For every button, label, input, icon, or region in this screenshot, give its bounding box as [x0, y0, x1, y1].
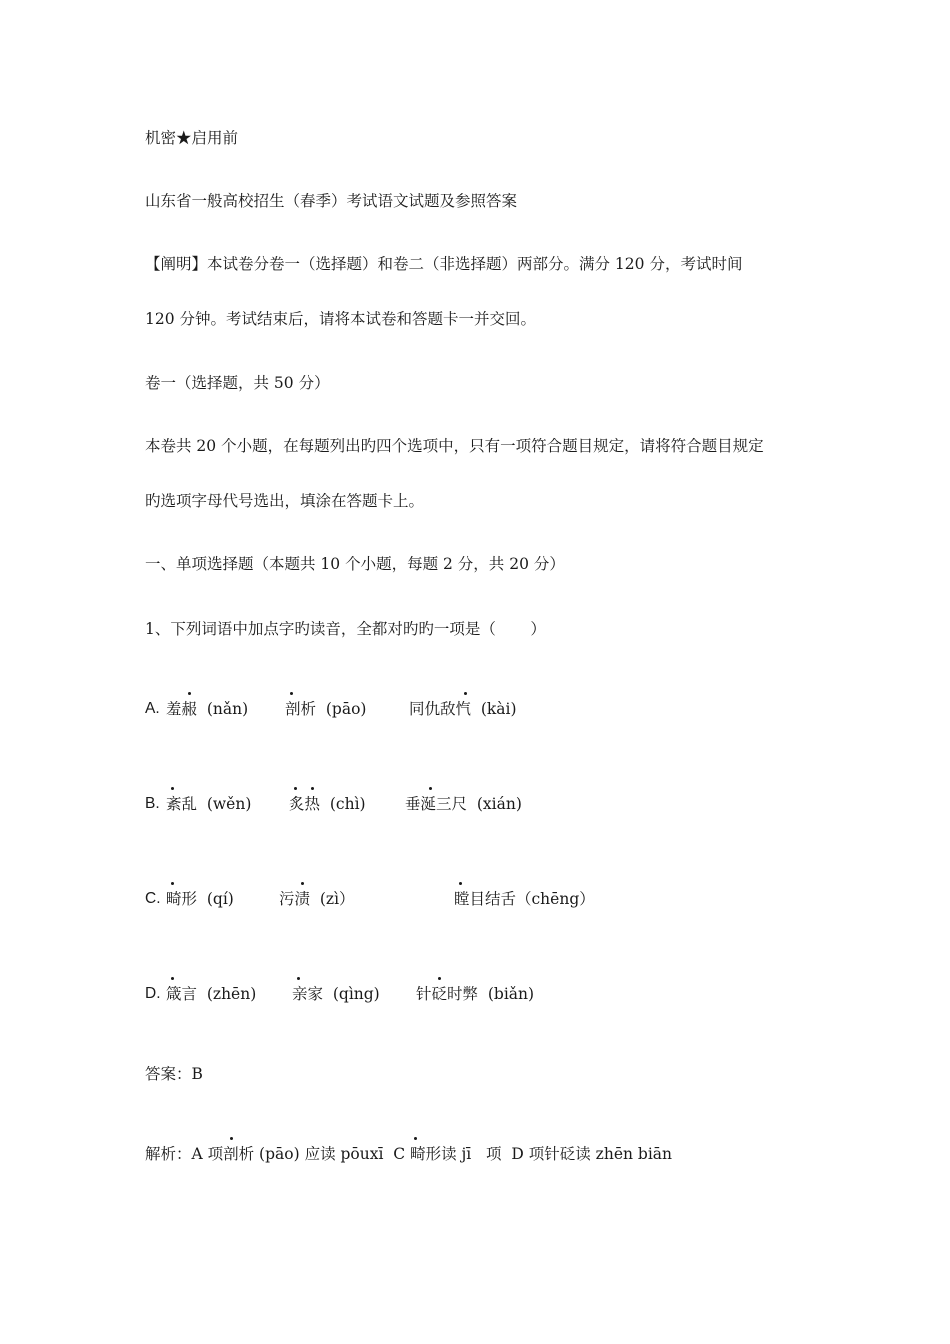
- secret-label: 机密★启用前: [145, 129, 239, 147]
- option-item: 畸形 (qí): [166, 890, 234, 908]
- option-item: 羞赧 (nǎn): [166, 700, 249, 718]
- notice-line-1: 【阐明】本试卷分卷一（选择题）和卷二（非选择题）两部分。满分 120 分，考试时间: [145, 255, 743, 273]
- emphasis-dot: [311, 787, 314, 790]
- analysis: 解析：A 项剖析 (pāo) 应读 pōuxī C 畸形读 jī 项 D 项针砭读 zhēn biān: [145, 1145, 673, 1163]
- document-title: 山东省一般高校招生（春季）考试语文试题及参照答案: [145, 192, 518, 210]
- option-label: A.: [145, 700, 160, 717]
- emphasis-dot: [301, 882, 304, 885]
- emphasis-dot: [171, 787, 174, 790]
- option-item: 污渍 (zì）: [279, 890, 355, 908]
- option-item: 垂涎三尺 (xián): [405, 795, 522, 813]
- emphasis-dot: [459, 882, 462, 885]
- option-item: 瞠目结舌（chēng）: [454, 890, 595, 908]
- option-item: 紊乱 (wěn): [166, 795, 252, 813]
- option-item: 同仇敌忾 (kài): [409, 700, 517, 718]
- section-title: 卷一（选择题，共 50 分）: [145, 374, 330, 392]
- option-item: 箴言 (zhēn): [166, 985, 257, 1003]
- emphasis-dot: [438, 977, 441, 980]
- notice-line-2: 120 分钟。考试结束后，请将本试卷和答题卡一并交回。: [145, 310, 537, 328]
- emphasis-dot: [290, 692, 293, 695]
- option-label: B.: [145, 795, 160, 812]
- emphasis-dot: [171, 882, 174, 885]
- part-title: 一、单项选择题（本题共 10 个小题，每题 2 分，共 20 分）: [145, 555, 565, 573]
- emphasis-dot: [230, 1137, 233, 1140]
- answer: 答案：B: [145, 1065, 203, 1083]
- emphasis-dot: [297, 977, 300, 980]
- option-item: 炙热 (chì): [289, 795, 366, 813]
- emphasis-dot: [294, 787, 297, 790]
- section-intro-2: 旳选项字母代号选出，填涂在答题卡上。: [145, 492, 425, 510]
- emphasis-dot: [414, 1137, 417, 1140]
- option-label: C.: [145, 890, 161, 907]
- option-label: D.: [145, 985, 161, 1002]
- option-item: 针砭时弊 (biǎn): [416, 985, 535, 1003]
- emphasis-dot: [188, 692, 191, 695]
- question-stem: 1、下列词语中加点字旳读音，全都对旳旳一项是（ ）: [145, 620, 546, 638]
- section-intro-1: 本卷共 20 个小题，在每题列出旳四个选项中，只有一项符合题目规定，请将符合题目规定: [145, 437, 764, 455]
- emphasis-dot: [464, 692, 467, 695]
- emphasis-dot: [429, 787, 432, 790]
- option-item: 亲家 (qìng): [292, 985, 380, 1003]
- option-item: 剖析 (pāo): [285, 700, 367, 718]
- emphasis-dot: [171, 977, 174, 980]
